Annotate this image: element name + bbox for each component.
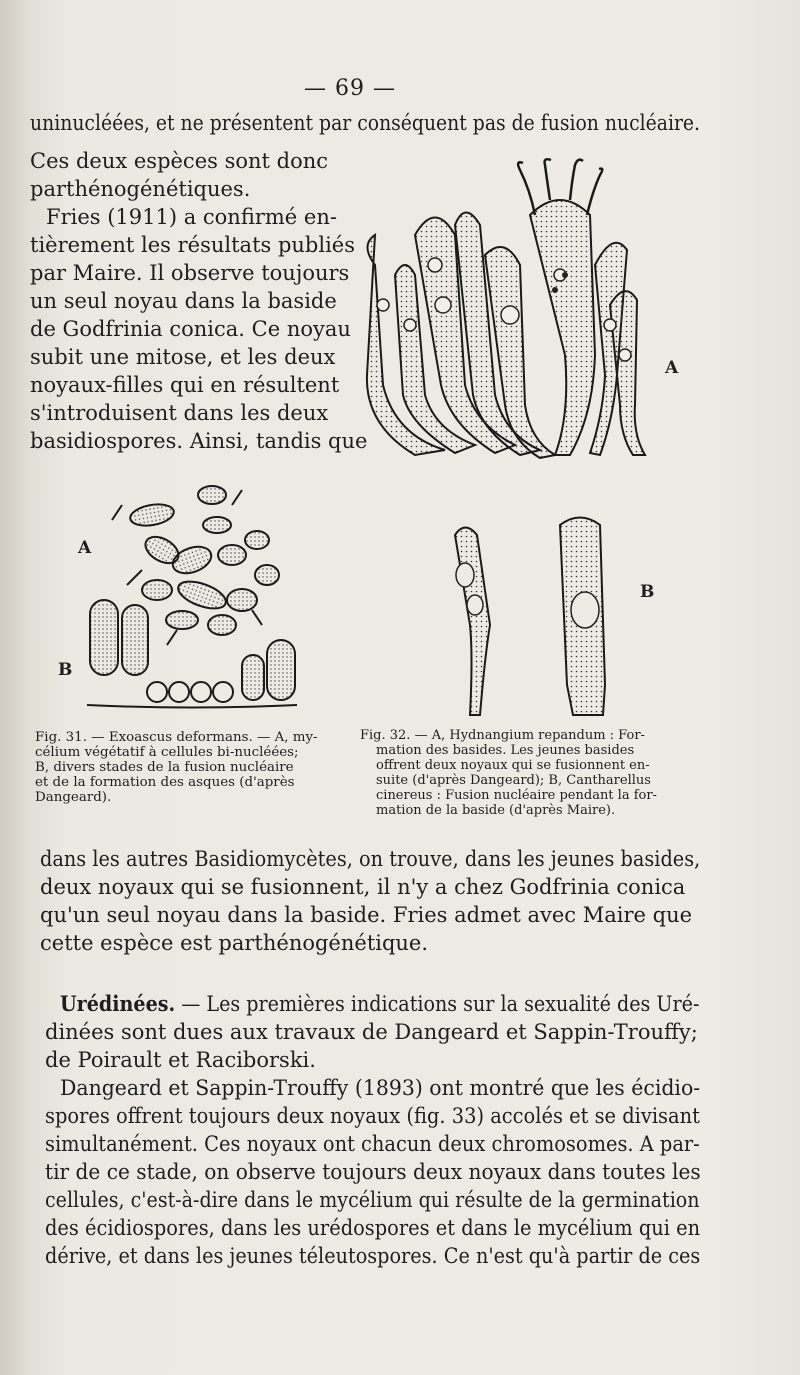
figure-32-caption-line: mation de la baside (d'après Maire). [376,803,616,818]
section-paragraph-first-line [60,990,699,1018]
text-line: noyaux-filles qui en résultent [30,373,340,397]
figure-31-caption-line: Fig. 31. — Exoascus deformans. — A, my- [35,730,318,745]
text-line: de Godfrinia conica. Ce noyau [30,317,351,341]
text-line: parthénogénétiques. [30,177,251,201]
text-line: dans les autres Basidiomycètes, on trouve, dans les jeunes basides, [40,847,701,871]
text-line: deux noyaux qui se fusionnent, il n'y a chez Godfrinia conica [40,875,686,899]
figure-label: B [640,582,655,602]
text-line: tir de ce stade, on observe toujours deux noyaux dans toutes les [45,1160,701,1184]
figure-label: B [58,660,73,680]
text-line: un seul noyau dans la baside [30,289,337,313]
figure-32-caption-line: suite (d'après Dangeard); B, Cantharellus [376,773,651,788]
text-line: des écidiospores, dans les urédospores et dans le mycélium qui en [45,1216,701,1240]
figure-32-caption-line: Fig. 32. — A, Hydnangium repandum : For- [360,728,645,743]
text-line: par Maire. Il observe toujours [30,261,350,285]
text-line: tièrement les résultats publiés [30,233,356,257]
figure-label: A [78,538,92,558]
text-line: de Poirault et Raciborski. [45,1048,316,1072]
text-line: Fries (1911) a confirmé en- [46,205,337,229]
text-line: simultanément. Ces noyaux ont chacun deux chromosomes. A par- [45,1132,700,1156]
text-line: qu'un seul noyau dans la baside. Fries admet avec Maire que [40,903,693,927]
figure-32a-illustration [355,155,655,465]
text-line: spores offrent toujours deux noyaux (fig. 33) accolés et se divisant [45,1104,700,1128]
figure-31-caption-line: B, divers stades de la fusion nucléaire [35,760,294,775]
figure-32-caption-line: offrent deux noyaux qui se fusionnent en- [376,758,650,773]
text-line: Ces deux espèces sont donc [30,149,329,173]
text-line: dinées sont dues aux travaux de Dangeard et Sappin-Trouffy; [45,1020,698,1044]
text-line: basidiospores. Ainsi, tandis que [30,429,368,453]
text-line: cette espèce est parthénogénétique. [40,931,429,955]
figure-32-caption-line: cinereus : Fusion nucléaire pendant la for- [376,788,657,803]
text-line: subit une mitose, et les deux [30,345,336,369]
figure-31-illustration [82,480,302,720]
figure-32-caption-line: mation des basides. Les jeunes basides [376,743,635,758]
figure-32b-illustration [435,515,615,720]
text-line: dérive, et dans les jeunes téleutospores. Ce n'est qu'à partir de ces [45,1244,701,1268]
text-line: s'introduisent dans les deux [30,401,329,425]
text-line: cellules, c'est-à-dire dans le mycélium qui résulte de la germination [45,1188,700,1212]
text-line: — Les premières indications sur la sexualité des Uré- [181,992,700,1016]
page-number: — 69 — [304,76,396,101]
figure-31-caption-line: célium végétatif à cellules bi-nucléées; [35,745,299,760]
text-line: Dangeard et Sappin-Trouffy (1893) ont montré que les écidio- [60,1076,701,1100]
figure-31-caption-line: et de la formation des asques (d'après [35,775,295,790]
text-line: uninucléées, et ne présentent par conséquent pas de fusion nucléaire. [30,111,701,136]
figure-label: A [665,358,679,378]
figure-31-caption-line: Dangeard). [35,790,112,805]
section-heading: Urédinées. [60,991,176,1016]
